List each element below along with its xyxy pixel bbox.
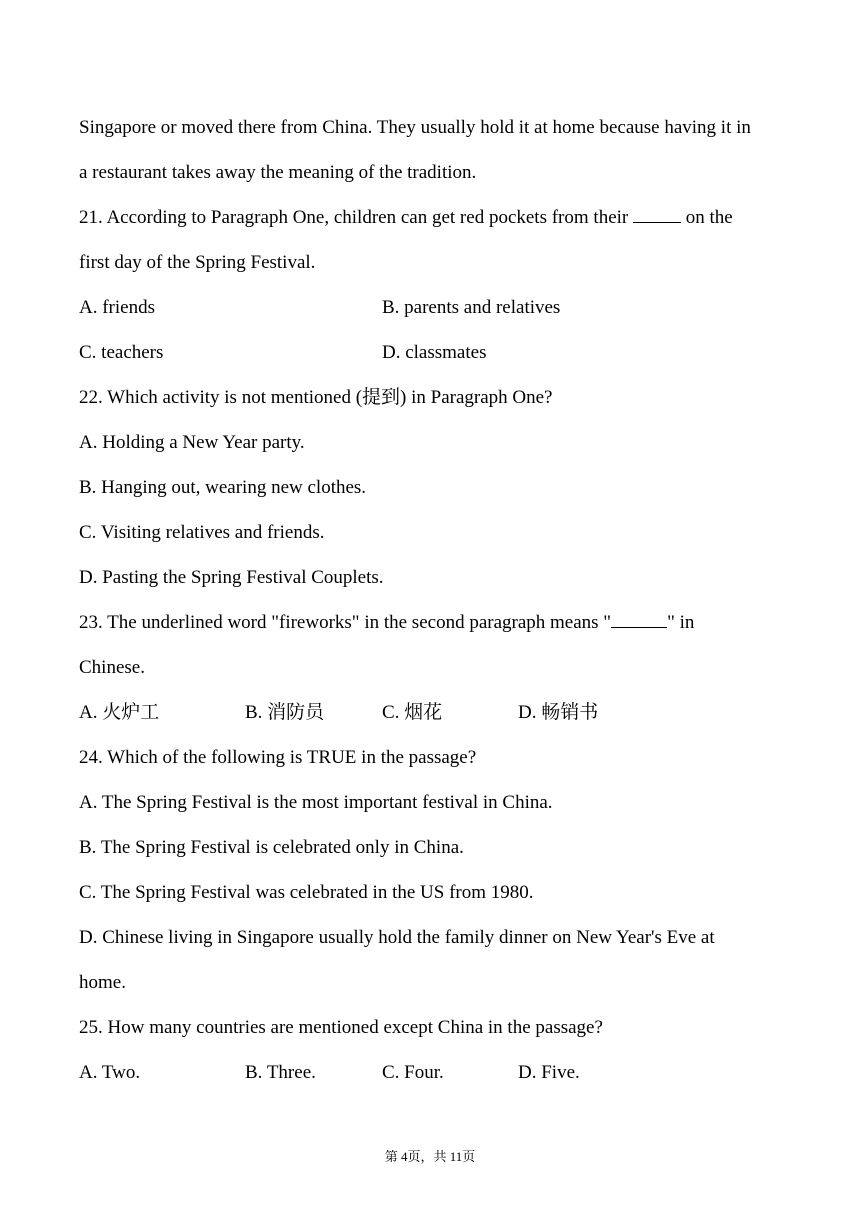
page-number: 第 4页，共 11页 (384, 1149, 476, 1164)
option-c: C. 烟花 (382, 702, 443, 723)
option-d: D. classmates (382, 342, 487, 363)
option-b: B. The Spring Festival is celebrated only in China. (79, 837, 464, 858)
question-text: 23. The underlined word "fireworks" in the second paragraph means " (79, 612, 612, 633)
question-25-stem: 25. How many countries are mentioned except China in the passage? (79, 1017, 603, 1038)
question-22-stem: 22. Which activity is not mentioned (提到) in Paragraph One? (79, 387, 553, 408)
passage-line: a restaurant takes away the meaning of the tradition. (79, 162, 477, 183)
option-a: A. The Spring Festival is the most important festival in China. (79, 792, 553, 813)
option-a: A. friends (79, 297, 155, 318)
option-d: D. Pasting the Spring Festival Couplets. (79, 567, 384, 588)
passage-line: Singapore or moved there from China. They usually hold it at home because having it in (79, 117, 751, 138)
option-a: A. Two. (79, 1062, 141, 1083)
option-c: C. Visiting relatives and friends. (79, 522, 325, 543)
question-23-stem (79, 611, 694, 635)
question-text: on the (680, 207, 733, 228)
question-21-stem-cont: first day of the Spring Festival. (79, 252, 316, 273)
option-b: B. 消防员 (245, 702, 325, 723)
question-text: " in (667, 612, 695, 633)
question-23-stem-cont: Chinese. (79, 657, 145, 678)
option-d: D. Chinese living in Singapore usually hold the family dinner on New Year's Eve at (79, 927, 715, 948)
option-d: D. Five. (518, 1062, 580, 1083)
answer-blank (633, 206, 681, 223)
option-b: B. parents and relatives (382, 297, 561, 318)
option-c: C. teachers (79, 342, 164, 363)
option-a: A. Holding a New Year party. (79, 432, 305, 453)
option-d-cont: home. (79, 972, 126, 993)
question-text: 21. According to Paragraph One, children can get red pockets from their (79, 207, 633, 228)
option-d: D. 畅销书 (518, 702, 599, 723)
answer-blank (611, 611, 667, 628)
question-24-stem: 24. Which of the following is TRUE in the passage? (79, 747, 477, 768)
option-a: A. 火炉工 (79, 702, 160, 723)
option-b: B. Hanging out, wearing new clothes. (79, 477, 367, 498)
option-b: B. Three. (245, 1062, 316, 1083)
question-21-stem (79, 206, 733, 230)
option-c: C. The Spring Festival was celebrated in the US from 1980. (79, 882, 534, 903)
option-c: C. Four. (382, 1062, 444, 1083)
